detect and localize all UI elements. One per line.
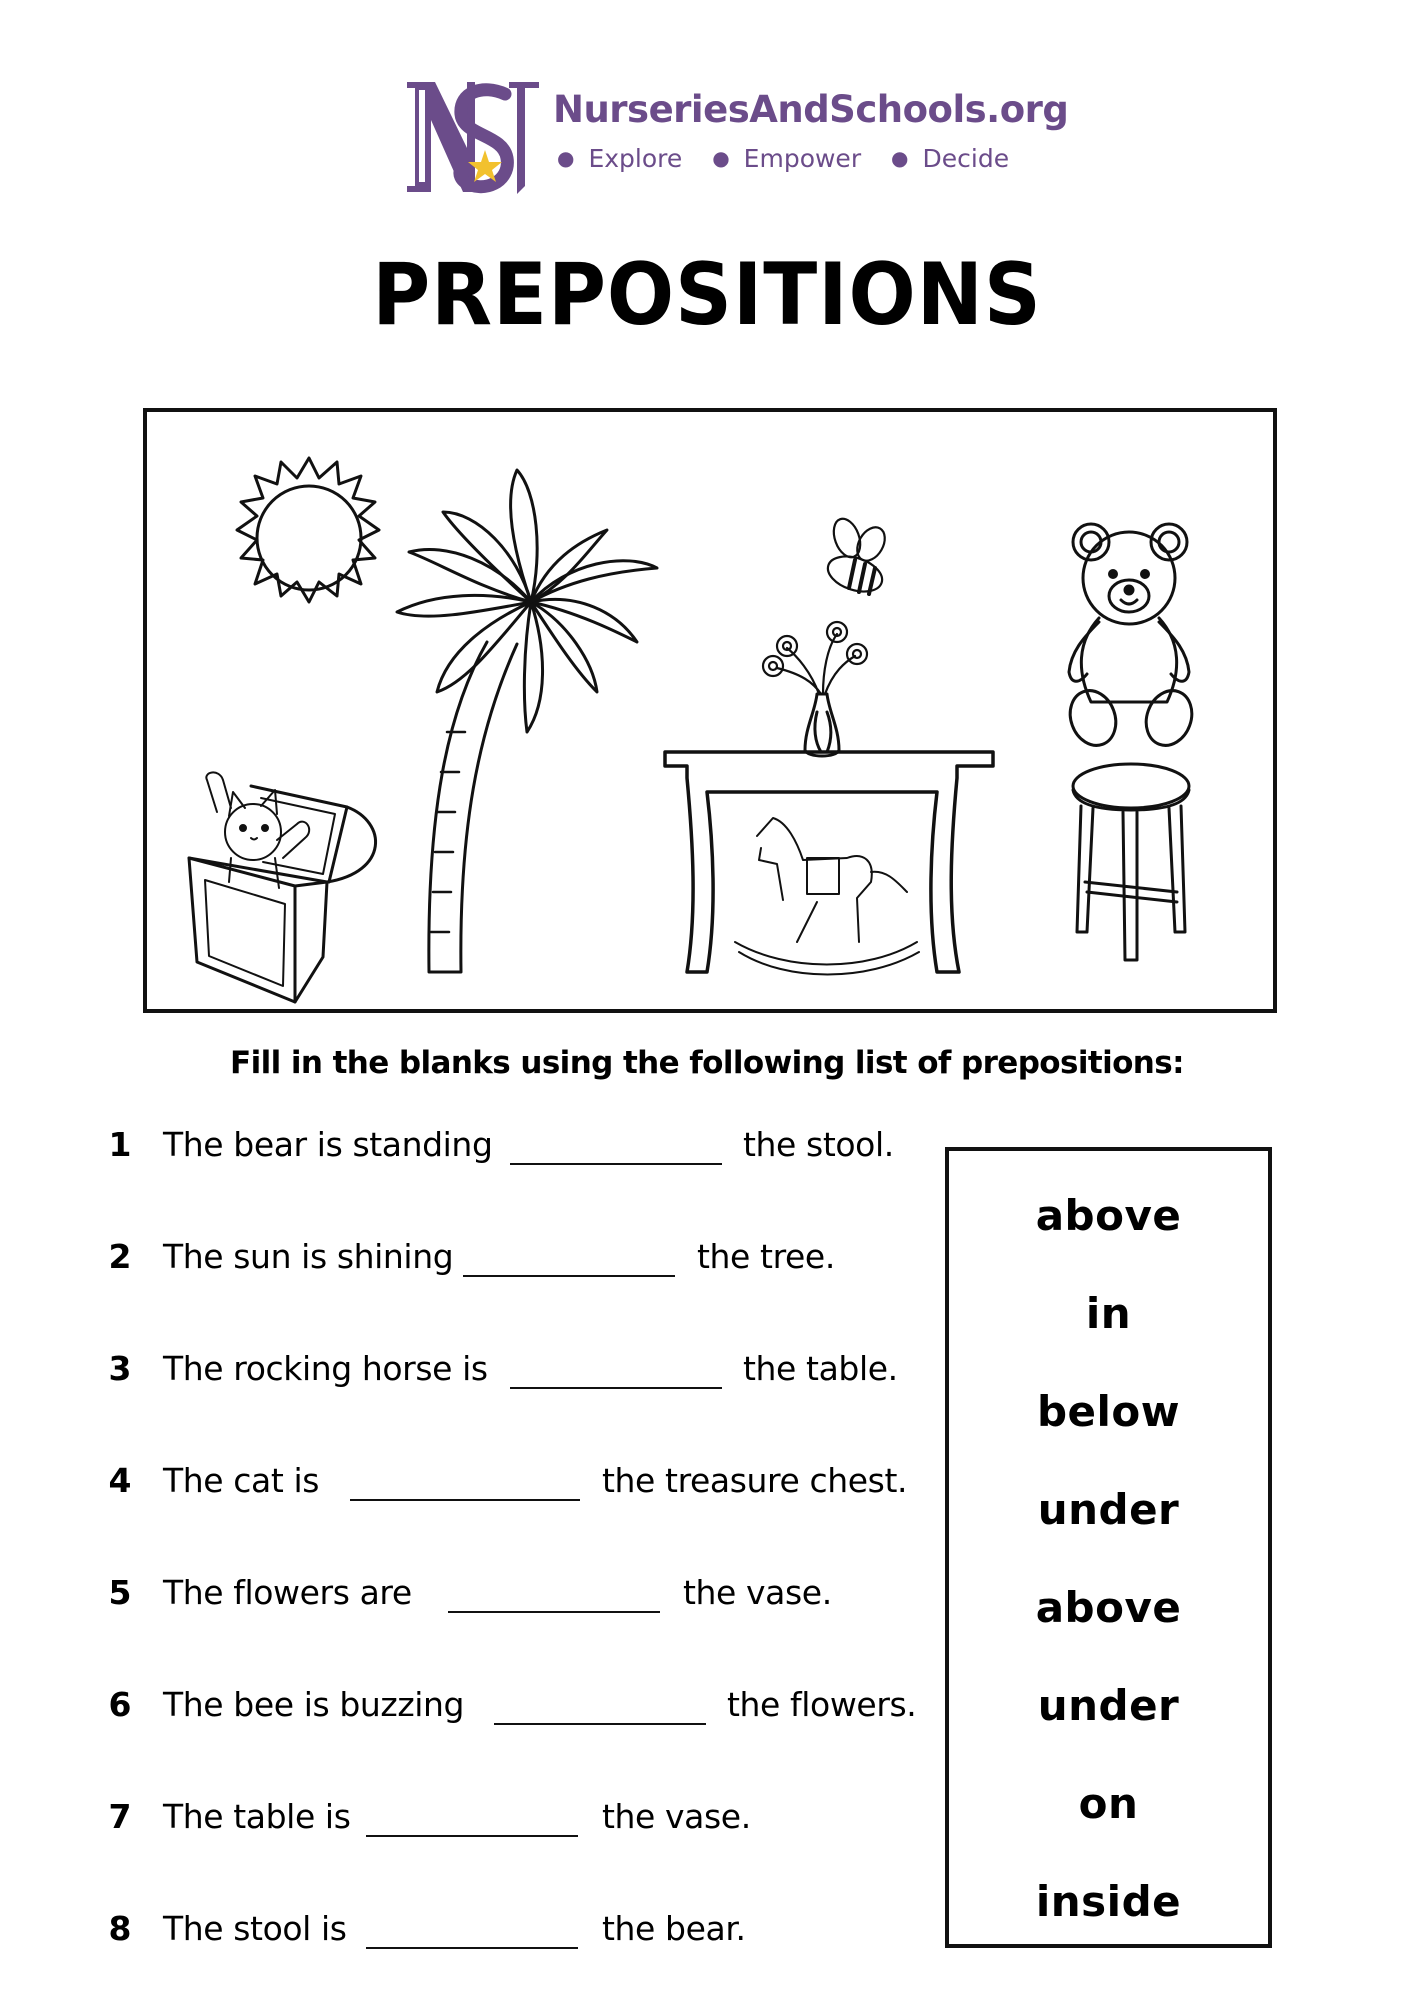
- question-text-before: The rocking horse is: [163, 1349, 488, 1388]
- question-row-3: [105, 1349, 925, 1399]
- answer-blank[interactable]: [510, 1349, 722, 1389]
- word-bank-item: above: [1035, 1191, 1182, 1240]
- answer-blank[interactable]: [350, 1461, 580, 1501]
- palm-tree-icon: [397, 470, 657, 972]
- question-text-before: The table is: [163, 1797, 351, 1836]
- bullet-icon: ●: [712, 146, 730, 170]
- question-text-before: The flowers are: [163, 1573, 412, 1612]
- question-text-before: The bear is standing: [163, 1125, 493, 1164]
- answer-blank[interactable]: [448, 1573, 660, 1613]
- question-number: 2: [108, 1237, 132, 1276]
- answer-blank[interactable]: [463, 1237, 675, 1277]
- bullet-icon: ●: [891, 146, 909, 170]
- teddy-bear-icon: [1063, 524, 1199, 752]
- question-number: 1: [108, 1125, 132, 1164]
- tagline-word: Explore: [588, 144, 683, 173]
- question-text-before: The cat is: [163, 1461, 320, 1500]
- word-bank-item: in: [1085, 1289, 1132, 1338]
- word-bank: [945, 1147, 1272, 1948]
- stool-icon: [1073, 764, 1189, 960]
- scene-illustration: [143, 408, 1277, 1013]
- question-row-1: [105, 1125, 925, 1175]
- ns-monogram-icon: [405, 78, 540, 196]
- page-title: PREPOSITIONS: [372, 245, 1042, 345]
- question-text-before: The bee is buzzing: [163, 1685, 465, 1724]
- brand-name: NurseriesAndSchools.org: [553, 88, 1069, 131]
- tagline-word: Decide: [922, 144, 1010, 173]
- word-bank-item: above: [1035, 1583, 1182, 1632]
- question-row-7: [105, 1797, 925, 1847]
- question-text-after: the bear.: [602, 1909, 746, 1948]
- word-bank-item: on: [1078, 1779, 1139, 1828]
- table-icon: [665, 752, 993, 972]
- bee-icon: [823, 515, 890, 598]
- word-bank-item: inside: [1035, 1877, 1182, 1926]
- word-bank-item: under: [1037, 1681, 1180, 1730]
- question-text-after: the flowers.: [727, 1685, 917, 1724]
- question-text-after: the stool.: [743, 1125, 894, 1164]
- question-number: 5: [108, 1573, 132, 1612]
- question-row-8: [105, 1909, 925, 1959]
- question-number: 6: [108, 1685, 132, 1724]
- rocking-horse-icon: [735, 818, 919, 975]
- question-row-6: [105, 1685, 925, 1735]
- brand-logo: [405, 78, 1069, 198]
- instruction-text: Fill in the blanks using the following list of prepositions:: [230, 1045, 1184, 1081]
- question-number: 4: [108, 1461, 132, 1500]
- question-row-2: [105, 1237, 925, 1287]
- question-text-after: the table.: [743, 1349, 898, 1388]
- word-bank-item: under: [1037, 1485, 1180, 1534]
- question-number: 7: [108, 1797, 132, 1836]
- sun-icon: [237, 458, 379, 602]
- vase-icon: [805, 694, 839, 756]
- brand-tagline: [557, 144, 1031, 173]
- question-text-after: the treasure chest.: [602, 1461, 908, 1500]
- question-row-5: [105, 1573, 925, 1623]
- question-number: 8: [108, 1909, 132, 1948]
- word-bank-item: below: [1036, 1387, 1181, 1436]
- bullet-icon: ●: [557, 146, 575, 170]
- question-text-after: the vase.: [683, 1573, 832, 1612]
- answer-blank[interactable]: [494, 1685, 706, 1725]
- flowers-icon: [763, 622, 867, 694]
- question-text-after: the vase.: [602, 1797, 751, 1836]
- question-text-before: The sun is shining: [163, 1237, 454, 1276]
- question-text-before: The stool is: [163, 1909, 347, 1948]
- tagline-word: Empower: [743, 144, 862, 173]
- answer-blank[interactable]: [510, 1125, 722, 1165]
- answer-blank[interactable]: [366, 1909, 578, 1949]
- question-text-after: the tree.: [697, 1237, 835, 1276]
- treasure-chest-icon: [189, 786, 376, 1002]
- question-row-4: [105, 1461, 925, 1511]
- question-number: 3: [108, 1349, 132, 1388]
- answer-blank[interactable]: [366, 1797, 578, 1837]
